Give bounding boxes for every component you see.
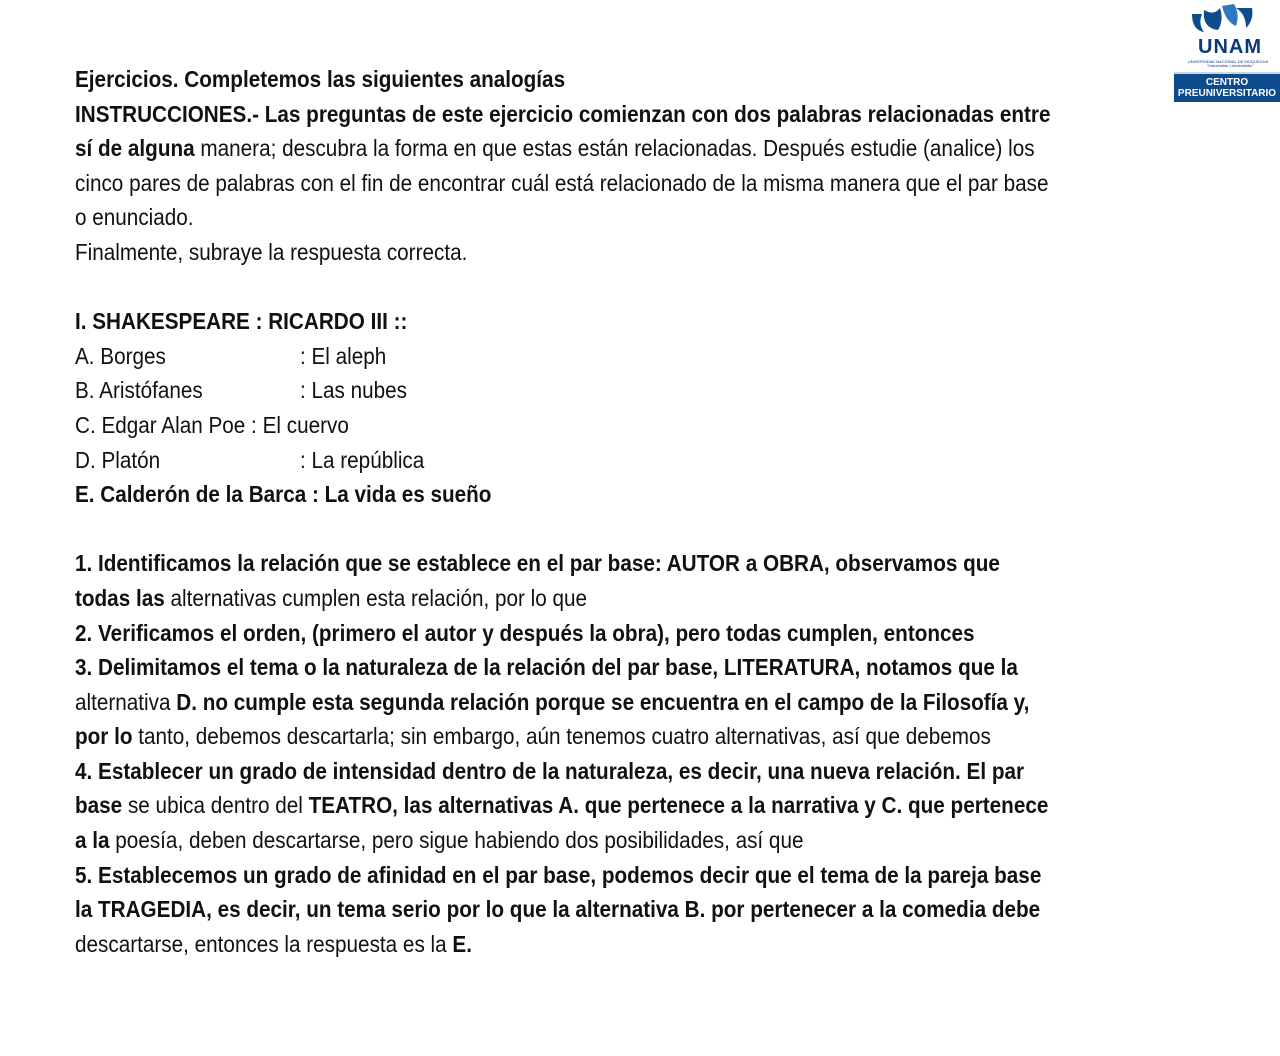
step-4-line-2-bold-a: base — [75, 792, 123, 819]
step-3-line-2-bold: D. no cumple esta segunda relación porque se encuentra en el campo de la Filosofía y, — [176, 688, 1030, 715]
instructions-line-1: INSTRUCCIONES.- Las preguntas de este ejercicio comienzan con dos palabras relacionadas entre — [75, 100, 1051, 127]
step-3-line-1: 3. Delimitamos el tema o la naturaleza de la relación del par base, LITERATURA, notamos que la — [75, 654, 1018, 681]
logo-name: UNAM — [1198, 36, 1262, 58]
step-3-line-3: tanto, debemos descartarla; sin embargo, aún tenemos cuatro alternativas, así que debemos — [132, 723, 991, 750]
logo-subtitle: UNIVERSIDAD NACIONAL DE MOQUEGUA — [1187, 59, 1269, 64]
option-b-work: : Las nubes — [300, 377, 408, 404]
option-d — [75, 443, 1097, 478]
step-5-line-1: 5. Establecemos un grado de afinidad en el par base, podemos decir que el tema de la pareja base — [75, 861, 1042, 888]
logo-motto: "Universitas, Universitatis" — [1206, 63, 1254, 68]
option-b — [75, 373, 1097, 408]
option-c-work: : El cuervo — [245, 411, 349, 438]
step-3-line-3-bold: por lo — [75, 723, 133, 750]
step-3-line-2: alternativa — [75, 688, 177, 715]
question-stem: I. SHAKESPEARE : RICARDO III :: — [75, 308, 408, 335]
option-c-author: C. Edgar Alan Poe — [75, 411, 246, 438]
option-a-work: : El aleph — [300, 342, 387, 369]
option-b-author: B. Aristófanes — [75, 377, 203, 404]
step-4-line-3-bold: a la — [75, 827, 110, 854]
option-c — [75, 408, 1097, 443]
step-4-line-2-bold-b: TEATRO, las alternativas A. que pertenece a la narrativa y C. que pertenece — [308, 792, 1049, 819]
instructions-line-3: cinco pares de palabras con el fin de encontrar cuál está relacionado de la misma manera que el par base — [75, 169, 1049, 196]
step-4-line-2: se ubica dentro del — [122, 792, 309, 819]
step-4-line-1: 4. Establecer un grado de intensidad dentro de la naturaleza, es decir, una nueva relación. El par — [75, 757, 1025, 784]
option-d-author: D. Platón — [75, 446, 161, 473]
badge-line-2: PREUNIVERSITARIO — [1177, 88, 1277, 99]
option-d-work: : La república — [300, 446, 425, 473]
step-4-line-3: poesía, deben descartarse, pero sigue habiendo dos posibilidades, así que — [109, 827, 804, 854]
badge-line-1: CENTRO — [1205, 77, 1249, 88]
instructions-line-2-bold: sí de alguna — [75, 135, 195, 162]
instructions-line-4: o enunciado. — [75, 204, 194, 231]
step-1-line-1: 1. Identificamos la relación que se establece en el par base: AUTOR a OBRA, observamos que — [75, 550, 1000, 577]
option-e: E. Calderón de la Barca : La vida es sueño — [75, 481, 492, 508]
step-1-line-2: alternativas cumplen esta relación, por lo que — [164, 584, 588, 611]
step-2: 2. Verificamos el orden, (primero el autor y después la obra), pero todas cumplen, entonces — [75, 619, 975, 646]
instructions-line-5: Finalmente, subraye la respuesta correcta. — [75, 238, 468, 265]
step-5-line-2: la TRAGEDIA, es decir, un tema serio por lo que la alternativa B. por pertenecer a la comedia debe — [75, 896, 1041, 923]
centro-preuniversitario-badge — [1174, 72, 1280, 102]
doc-title: Ejercicios. Completemos las siguientes analogías — [75, 66, 566, 92]
answer-letter: E. — [452, 930, 472, 957]
step-5-line-3: descartarse, entonces la respuesta es la — [75, 930, 453, 957]
step-1-line-2-bold: todas las — [75, 584, 165, 611]
option-a — [75, 339, 1097, 374]
option-a-author: A. Borges — [75, 342, 166, 369]
instructions-line-2: manera; descubra la forma en que estas están relacionadas. Después estudie (analice) los — [194, 135, 1035, 162]
document-body — [75, 62, 1097, 961]
